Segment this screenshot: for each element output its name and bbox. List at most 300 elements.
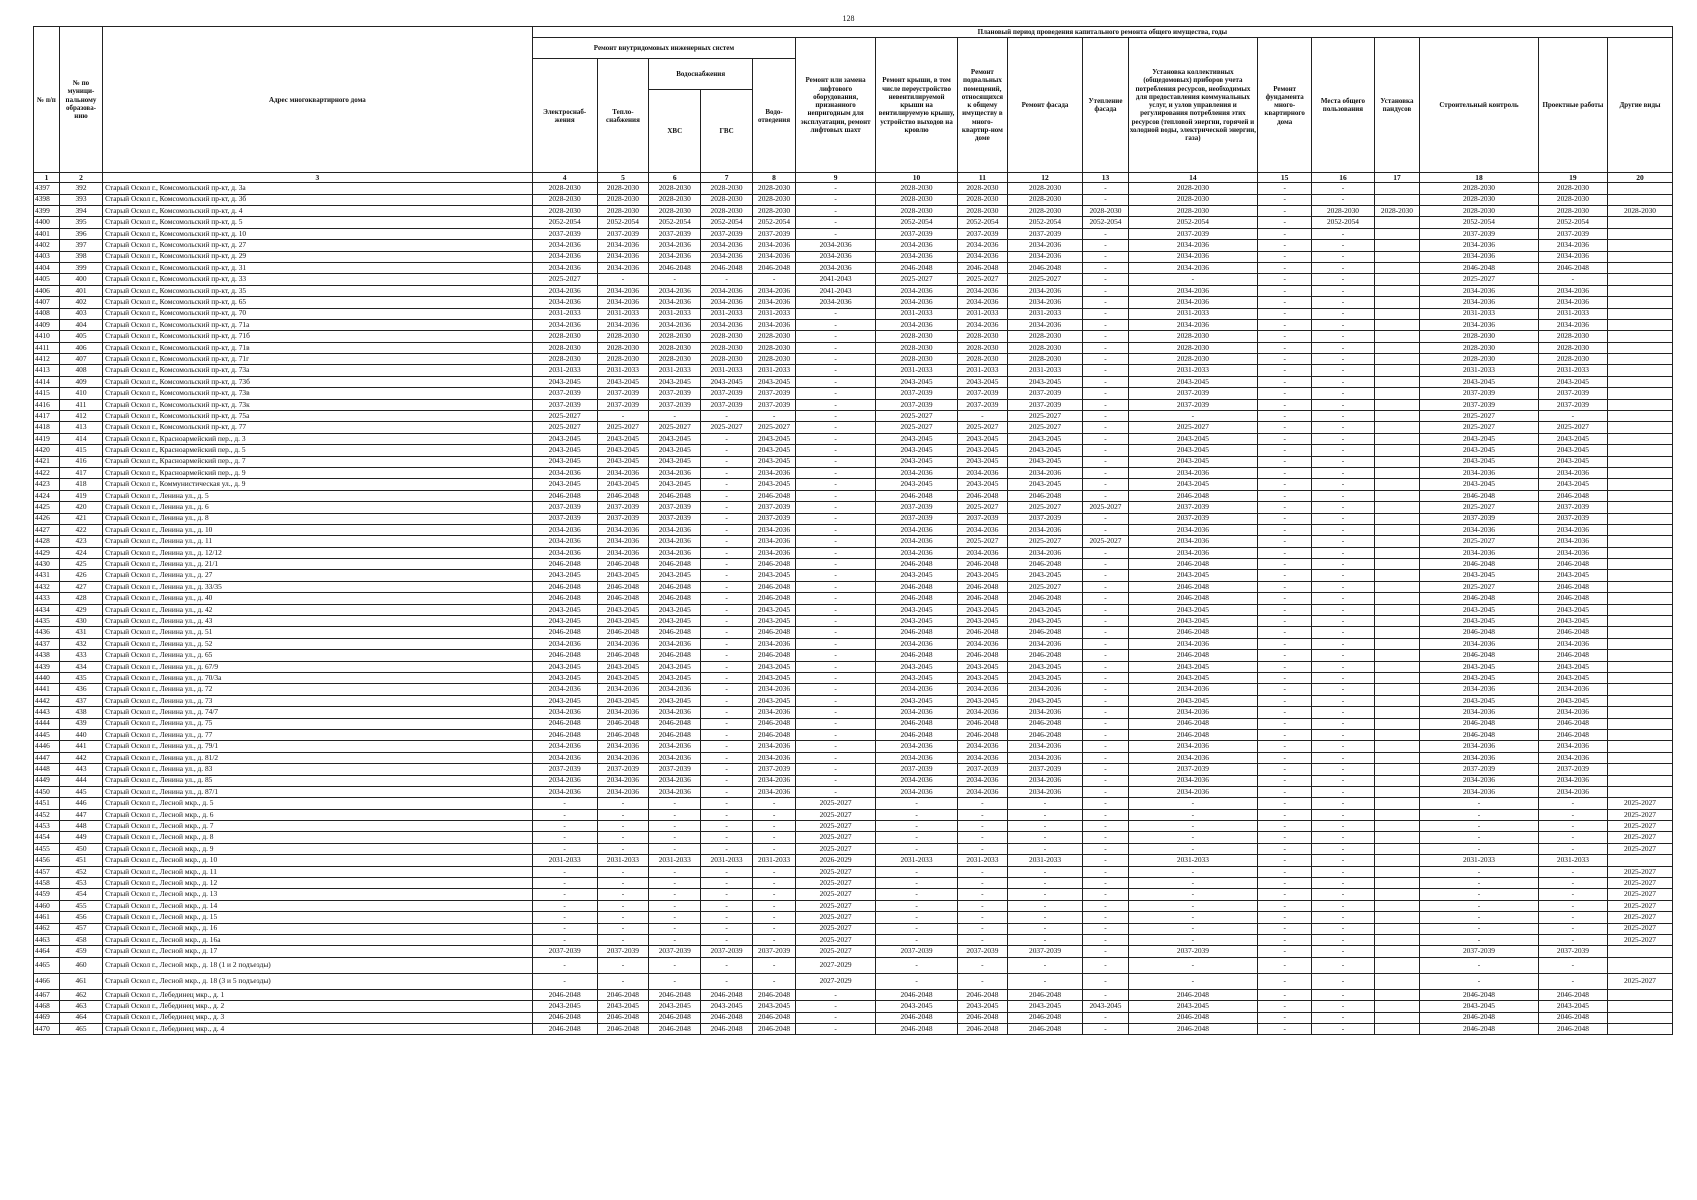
period-cell: 2046-2048 — [532, 490, 597, 501]
period-cell: - — [876, 900, 958, 911]
period-cell: - — [1312, 376, 1375, 387]
period-cell: 2034-2036 — [876, 536, 958, 547]
period-cell: 2034-2036 — [597, 285, 649, 296]
row-number: 4408 — [34, 308, 60, 319]
period-cell: - — [1312, 809, 1375, 820]
row-number: 4414 — [34, 376, 60, 387]
period-cell: 2031-2033 — [958, 365, 1008, 376]
period-cell: 2043-2045 — [958, 570, 1008, 581]
period-cell — [1607, 616, 1672, 627]
period-cell — [1374, 593, 1419, 604]
period-cell: - — [1420, 923, 1539, 934]
table-row — [34, 513, 1673, 524]
period-cell: 2034-2036 — [752, 775, 795, 786]
table-row — [34, 673, 1673, 684]
period-cell: 2046-2048 — [1128, 581, 1258, 592]
period-cell: 2034-2036 — [532, 547, 597, 558]
municipal-number: 402 — [59, 297, 102, 308]
period-cell: 2034-2036 — [1128, 240, 1258, 251]
period-cell: 2034-2036 — [532, 240, 597, 251]
period-cell: - — [1083, 684, 1128, 695]
period-cell: 2028-2030 — [1538, 183, 1607, 194]
period-cell: 2046-2048 — [1128, 627, 1258, 638]
period-cell: - — [1083, 889, 1128, 900]
period-cell: - — [796, 570, 876, 581]
period-cell: - — [1083, 240, 1128, 251]
period-cell: 2046-2048 — [649, 729, 701, 740]
period-cell: 2043-2045 — [1420, 376, 1539, 387]
period-cell: - — [532, 957, 597, 973]
municipal-number: 456 — [59, 912, 102, 923]
period-cell: - — [701, 616, 753, 627]
municipal-number: 441 — [59, 741, 102, 752]
period-cell: 2043-2045 — [876, 616, 958, 627]
period-cell: 2034-2036 — [1420, 638, 1539, 649]
period-cell: 2046-2048 — [532, 559, 597, 570]
period-cell: 2034-2036 — [532, 707, 597, 718]
row-number: 4470 — [34, 1023, 60, 1034]
period-cell — [1374, 718, 1419, 729]
period-cell: 2034-2036 — [958, 707, 1008, 718]
period-cell — [1607, 1012, 1672, 1023]
period-cell: 2034-2036 — [752, 251, 795, 262]
period-cell — [1374, 194, 1419, 205]
table-row — [34, 786, 1673, 797]
period-cell: 2034-2036 — [649, 536, 701, 547]
period-cell: - — [1258, 798, 1312, 809]
table-row — [34, 593, 1673, 604]
period-cell: 2034-2036 — [752, 240, 795, 251]
period-cell: - — [1083, 411, 1128, 422]
period-cell — [1374, 707, 1419, 718]
period-cell: - — [1007, 923, 1083, 934]
period-cell: 2028-2030 — [876, 342, 958, 353]
table-row — [34, 752, 1673, 763]
period-cell: 2046-2048 — [1538, 1012, 1607, 1023]
period-cell: - — [1538, 957, 1607, 973]
municipal-number: 416 — [59, 456, 102, 467]
period-cell: 2028-2030 — [752, 354, 795, 365]
table-row — [34, 308, 1673, 319]
period-cell: - — [1083, 923, 1128, 934]
period-cell: - — [1312, 989, 1375, 1000]
period-cell: - — [701, 467, 753, 478]
period-cell: - — [701, 593, 753, 604]
period-cell: 2034-2036 — [1128, 319, 1258, 330]
municipal-number: 434 — [59, 661, 102, 672]
municipal-number: 395 — [59, 217, 102, 228]
period-cell — [1374, 354, 1419, 365]
period-cell: - — [1258, 764, 1312, 775]
column-number: 2 — [59, 173, 102, 183]
period-cell — [1607, 775, 1672, 786]
capital-repair-table — [33, 26, 1673, 1035]
row-number: 4430 — [34, 559, 60, 570]
period-cell: - — [1538, 923, 1607, 934]
period-cell: - — [649, 821, 701, 832]
period-cell: - — [701, 866, 753, 877]
period-cell: 2028-2030 — [649, 354, 701, 365]
period-cell: 2034-2036 — [532, 638, 597, 649]
period-cell: 2034-2036 — [1538, 547, 1607, 558]
period-cell — [1607, 989, 1672, 1000]
period-cell: - — [1083, 638, 1128, 649]
period-cell — [1374, 502, 1419, 513]
period-cell: - — [796, 638, 876, 649]
period-cell: 2046-2048 — [1538, 1023, 1607, 1034]
period-cell: 2034-2036 — [1007, 251, 1083, 262]
period-cell: - — [796, 752, 876, 763]
row-number: 4446 — [34, 741, 60, 752]
period-cell: 2025-2027 — [1607, 866, 1672, 877]
period-cell: 2028-2030 — [1128, 205, 1258, 216]
period-cell: 2046-2048 — [1420, 490, 1539, 501]
period-cell: 2031-2033 — [701, 855, 753, 866]
table-row — [34, 251, 1673, 262]
period-cell: 2046-2048 — [1128, 1012, 1258, 1023]
period-cell: 2034-2036 — [701, 297, 753, 308]
period-cell: - — [1538, 809, 1607, 820]
period-cell: - — [1258, 989, 1312, 1000]
period-cell: 2034-2036 — [958, 741, 1008, 752]
period-cell: 2028-2030 — [1420, 342, 1539, 353]
period-cell: - — [796, 593, 876, 604]
period-cell: - — [1128, 809, 1258, 820]
period-cell: - — [1312, 1001, 1375, 1012]
period-cell: - — [752, 411, 795, 422]
period-cell: - — [1258, 934, 1312, 945]
period-cell: - — [1258, 946, 1312, 957]
period-cell — [1374, 388, 1419, 399]
period-cell: 2028-2030 — [597, 183, 649, 194]
period-cell: 2031-2033 — [1538, 308, 1607, 319]
period-cell: 2046-2048 — [1538, 593, 1607, 604]
period-cell: - — [1083, 707, 1128, 718]
period-cell: - — [1258, 547, 1312, 558]
period-cell: - — [752, 957, 795, 973]
period-cell: 2043-2045 — [597, 616, 649, 627]
period-cell: - — [1420, 957, 1539, 973]
period-cell: 2043-2045 — [1538, 695, 1607, 706]
table-row — [34, 973, 1673, 989]
period-cell: 2046-2048 — [752, 262, 795, 273]
period-cell: 2031-2033 — [597, 365, 649, 376]
period-cell: - — [597, 809, 649, 820]
period-cell — [1374, 855, 1419, 866]
period-cell — [1607, 502, 1672, 513]
period-cell: - — [597, 889, 649, 900]
municipal-number: 413 — [59, 422, 102, 433]
period-cell: 2037-2039 — [1128, 764, 1258, 775]
period-cell: 2034-2036 — [1420, 251, 1539, 262]
period-cell: 2028-2030 — [701, 205, 753, 216]
period-cell: - — [1258, 183, 1312, 194]
address-cell: Старый Оскол г., Ленина ул., д. 81/2 — [103, 752, 533, 763]
period-cell: - — [1258, 456, 1312, 467]
period-cell: 2037-2039 — [1128, 513, 1258, 524]
period-cell: - — [1258, 399, 1312, 410]
period-cell: 2028-2030 — [1007, 342, 1083, 353]
period-cell: - — [796, 308, 876, 319]
period-cell: - — [701, 684, 753, 695]
period-cell: 2025-2027 — [796, 934, 876, 945]
period-cell: 2043-2045 — [532, 661, 597, 672]
period-cell: 2028-2030 — [1312, 205, 1375, 216]
period-cell: - — [796, 718, 876, 729]
row-number: 4460 — [34, 900, 60, 911]
period-cell: 2046-2048 — [1420, 989, 1539, 1000]
period-cell: - — [1312, 638, 1375, 649]
address-cell: Старый Оскол г., Ленина ул., д. 40 — [103, 593, 533, 604]
period-cell: 2025-2027 — [1007, 422, 1083, 433]
address-cell: Старый Оскол г., Ленина ул., д. 43 — [103, 616, 533, 627]
period-cell: 2046-2048 — [876, 262, 958, 273]
column-number: 12 — [1007, 173, 1083, 183]
period-cell: 2052-2054 — [1128, 217, 1258, 228]
period-cell: 2025-2027 — [958, 536, 1008, 547]
address-cell: Старый Оскол г., Лесной мкр., д. 14 — [103, 900, 533, 911]
period-cell: - — [1312, 411, 1375, 422]
period-cell: 2028-2030 — [532, 183, 597, 194]
period-cell: - — [701, 764, 753, 775]
period-cell: 2028-2030 — [701, 354, 753, 365]
period-cell: 2031-2033 — [701, 365, 753, 376]
row-number: 4420 — [34, 445, 60, 456]
period-cell: - — [796, 741, 876, 752]
period-cell: 2028-2030 — [532, 194, 597, 205]
row-number: 4456 — [34, 855, 60, 866]
period-cell — [1374, 376, 1419, 387]
municipal-number: 423 — [59, 536, 102, 547]
period-cell — [1374, 308, 1419, 319]
period-cell: 2043-2045 — [597, 433, 649, 444]
table-row — [34, 570, 1673, 581]
period-cell: 2034-2036 — [1128, 775, 1258, 786]
period-cell: - — [649, 866, 701, 877]
period-cell: 2041-2043 — [796, 274, 876, 285]
period-cell: 2043-2045 — [1128, 570, 1258, 581]
period-cell: 2046-2048 — [1007, 650, 1083, 661]
row-number: 4457 — [34, 866, 60, 877]
period-cell: - — [958, 973, 1008, 989]
period-cell: - — [1312, 821, 1375, 832]
period-cell: 2037-2039 — [649, 388, 701, 399]
period-cell: 2043-2045 — [532, 695, 597, 706]
table-row — [34, 445, 1673, 456]
table-row — [34, 205, 1673, 216]
period-cell: 2034-2036 — [796, 262, 876, 273]
table-row — [34, 1023, 1673, 1034]
column-number: 17 — [1374, 173, 1419, 183]
period-cell — [1607, 581, 1672, 592]
period-cell: - — [1083, 274, 1128, 285]
header-construction-control: Строительный контроль — [1420, 38, 1539, 173]
period-cell: 2046-2048 — [958, 581, 1008, 592]
period-cell — [1374, 422, 1419, 433]
period-cell: - — [796, 411, 876, 422]
period-cell: 2043-2045 — [1007, 445, 1083, 456]
period-cell — [1374, 661, 1419, 672]
period-cell: 2043-2045 — [1538, 433, 1607, 444]
period-cell: - — [796, 433, 876, 444]
period-cell — [1374, 900, 1419, 911]
period-cell: - — [1258, 365, 1312, 376]
period-cell: - — [1312, 399, 1375, 410]
period-cell: - — [1083, 433, 1128, 444]
period-cell: 2034-2036 — [958, 285, 1008, 296]
row-number: 4411 — [34, 342, 60, 353]
period-cell: 2034-2036 — [649, 240, 701, 251]
period-cell: 2027-2029 — [796, 973, 876, 989]
period-cell: - — [532, 912, 597, 923]
municipal-number: 447 — [59, 809, 102, 820]
period-cell: 2046-2048 — [597, 729, 649, 740]
period-cell: - — [1258, 923, 1312, 934]
row-number: 4426 — [34, 513, 60, 524]
address-cell: Старый Оскол г., Коммунистическая ул., д. 9 — [103, 479, 533, 490]
table-row — [34, 285, 1673, 296]
period-cell: 2046-2048 — [1007, 718, 1083, 729]
address-cell: Старый Оскол г., Комсомольский пр-кт, д. 73а — [103, 365, 533, 376]
period-cell: 2031-2033 — [752, 308, 795, 319]
period-cell: 2037-2039 — [701, 399, 753, 410]
period-cell: - — [1312, 661, 1375, 672]
period-cell: - — [1312, 388, 1375, 399]
period-cell: 2031-2033 — [532, 365, 597, 376]
period-cell: - — [532, 934, 597, 945]
table-body — [34, 183, 1673, 1035]
period-cell: 2034-2036 — [649, 741, 701, 752]
period-cell: 2046-2048 — [1538, 718, 1607, 729]
period-cell: - — [701, 900, 753, 911]
period-cell: - — [1312, 741, 1375, 752]
row-number: 4435 — [34, 616, 60, 627]
period-cell: - — [532, 866, 597, 877]
period-cell: 2037-2039 — [1538, 388, 1607, 399]
row-number: 4415 — [34, 388, 60, 399]
table-row — [34, 467, 1673, 478]
period-cell: - — [958, 798, 1008, 809]
period-cell: 2037-2039 — [1420, 388, 1539, 399]
period-cell: 2034-2036 — [1538, 707, 1607, 718]
period-cell: 2034-2036 — [1007, 319, 1083, 330]
period-cell: 2037-2039 — [532, 399, 597, 410]
period-cell: - — [649, 957, 701, 973]
table-row — [34, 798, 1673, 809]
period-cell: - — [1258, 752, 1312, 763]
period-cell: 2043-2045 — [958, 376, 1008, 387]
municipal-number: 403 — [59, 308, 102, 319]
address-cell: Старый Оскол г., Комсомольский пр-кт, д. 65 — [103, 297, 533, 308]
period-cell: - — [1420, 973, 1539, 989]
period-cell: 2046-2048 — [958, 1023, 1008, 1034]
period-cell: - — [701, 661, 753, 672]
period-cell: - — [1128, 957, 1258, 973]
row-number: 4463 — [34, 934, 60, 945]
period-cell: 2034-2036 — [701, 285, 753, 296]
row-number: 4468 — [34, 1001, 60, 1012]
period-cell: 2046-2048 — [649, 650, 701, 661]
period-cell: 2046-2048 — [532, 581, 597, 592]
period-cell: - — [1083, 559, 1128, 570]
period-cell: 2043-2045 — [597, 479, 649, 490]
period-cell: 2031-2033 — [1420, 308, 1539, 319]
address-cell: Старый Оскол г., Ленина ул., д. 10 — [103, 524, 533, 535]
period-cell — [1374, 973, 1419, 989]
period-cell: 2043-2045 — [1420, 445, 1539, 456]
period-cell: 2046-2048 — [752, 718, 795, 729]
period-cell: 2046-2048 — [958, 593, 1008, 604]
period-cell: - — [796, 684, 876, 695]
address-cell: Старый Оскол г., Красноармейский пер., д. 7 — [103, 456, 533, 467]
period-cell: - — [796, 764, 876, 775]
period-cell: 2046-2048 — [649, 1023, 701, 1034]
address-cell: Старый Оскол г., Ленина ул., д. 27 — [103, 570, 533, 581]
period-cell: - — [1258, 729, 1312, 740]
period-cell: 2043-2045 — [1007, 376, 1083, 387]
period-cell — [1374, 843, 1419, 854]
address-cell: Старый Оскол г., Лесной мкр., д. 12 — [103, 878, 533, 889]
period-cell: 2034-2036 — [1128, 285, 1258, 296]
period-cell: 2046-2048 — [1420, 627, 1539, 638]
period-cell: - — [796, 228, 876, 239]
period-cell: 2031-2033 — [752, 855, 795, 866]
period-cell: 2043-2045 — [1007, 673, 1083, 684]
row-number: 4459 — [34, 889, 60, 900]
period-cell: - — [1420, 866, 1539, 877]
period-cell: - — [1083, 775, 1128, 786]
period-cell: 2046-2048 — [752, 1012, 795, 1023]
period-cell: 2046-2048 — [752, 1023, 795, 1034]
row-number: 4443 — [34, 707, 60, 718]
period-cell: - — [1258, 559, 1312, 570]
period-cell: 2034-2036 — [1538, 684, 1607, 695]
period-cell: 2034-2036 — [649, 297, 701, 308]
period-cell: 2025-2027 — [796, 900, 876, 911]
address-cell: Старый Оскол г., Красноармейский пер., д. 5 — [103, 445, 533, 456]
period-cell: 2043-2045 — [649, 695, 701, 706]
address-cell: Старый Оскол г., Комсомольский пр-кт, д. 3а — [103, 183, 533, 194]
header-meters: Установка коллективных (общедомовых) приборов учета потребления ресурсов, необходимых для предоставления коммунальных услуг, и узлов управления и регулирования потребления этих ресурсов (тепловой энергии, горячей и холодной воды, электрической энергии, газа) — [1128, 38, 1258, 173]
period-cell: 2034-2036 — [1420, 707, 1539, 718]
period-cell: 2043-2045 — [1538, 661, 1607, 672]
table-row — [34, 843, 1673, 854]
address-cell: Старый Оскол г., Комсомольский пр-кт, д. 33 — [103, 274, 533, 285]
period-cell: - — [1312, 593, 1375, 604]
period-cell: - — [1258, 422, 1312, 433]
table-row — [34, 183, 1673, 194]
period-cell: 2028-2030 — [597, 205, 649, 216]
column-number-row — [34, 173, 1673, 183]
period-cell: - — [796, 559, 876, 570]
period-cell: - — [1128, 832, 1258, 843]
period-cell: - — [1083, 445, 1128, 456]
period-cell: - — [1128, 411, 1258, 422]
period-cell: - — [532, 821, 597, 832]
period-cell: 2046-2048 — [1538, 581, 1607, 592]
period-cell: 2034-2036 — [1007, 684, 1083, 695]
period-cell: 2025-2027 — [1420, 274, 1539, 285]
period-cell: - — [1312, 354, 1375, 365]
period-cell: - — [597, 866, 649, 877]
period-cell: 2037-2039 — [876, 764, 958, 775]
period-cell: 2046-2048 — [958, 650, 1008, 661]
period-cell: 2034-2036 — [1538, 786, 1607, 797]
period-cell: 2034-2036 — [1420, 467, 1539, 478]
period-cell — [1374, 889, 1419, 900]
period-cell — [1374, 741, 1419, 752]
period-cell: 2043-2045 — [752, 695, 795, 706]
